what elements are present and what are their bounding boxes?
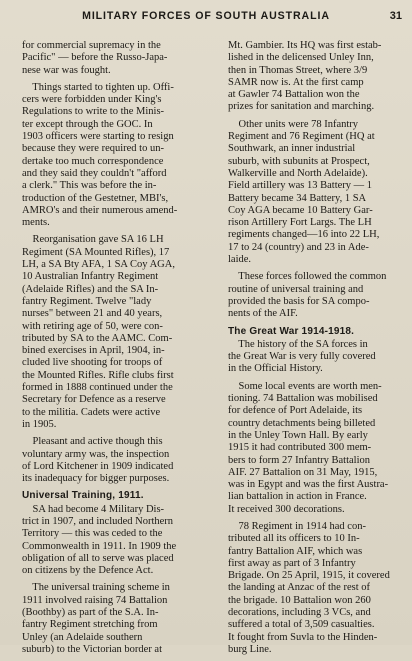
text-line: then in Thomas Street, where 3/9 xyxy=(228,64,368,76)
right-column xyxy=(228,40,407,661)
text-line: in the Unley Town Hall. By early xyxy=(228,429,368,441)
text-line: (Adelaide Rifles) and the SA In- xyxy=(22,283,159,295)
text-line: Coy AGA became 10 Battery Gar- xyxy=(228,204,373,216)
text-line: lian battalion in action in France. xyxy=(228,491,367,503)
text-line: for defence of Port Adelaide, its xyxy=(228,405,363,417)
text-line: burg Line. xyxy=(228,643,272,655)
text-line: prizes for sanitation and marching. xyxy=(228,101,375,113)
text-line: rison Artillery Fort Largs. The LH xyxy=(228,217,372,229)
text-line: formed in 1888 continued under the xyxy=(22,382,173,394)
text-line: These forces followed the common xyxy=(228,271,387,283)
section-heading: The Great War 1914-1918. xyxy=(228,325,355,337)
paragraph xyxy=(228,339,407,376)
text-line: The universal training scheme in xyxy=(22,582,170,594)
text-line: fantry Battalion AIF, which was xyxy=(228,545,363,557)
text-line: on citizens by the Defence Act. xyxy=(22,565,154,577)
text-line: fantry Regiment. Twelve "lady xyxy=(22,295,152,307)
paragraph xyxy=(228,521,407,656)
text-line: ter except through the GOC. In xyxy=(22,118,153,130)
text-line: regiments changed—16 into 22 LH, xyxy=(228,229,380,241)
running-title: MILITARY FORCES OF SOUTH AUSTRALIA xyxy=(82,10,330,22)
text-line: first away as part of 3 Infantry xyxy=(228,557,356,569)
text-line: AIF. 27 Battalion on 31 May, 1915, xyxy=(228,466,378,478)
text-line: (Boothby) as part of the S.A. In- xyxy=(22,607,159,619)
paragraph xyxy=(22,40,218,77)
text-line: obligation of all to serve was placed xyxy=(22,552,174,564)
text-line: Regulations to write to the Minis- xyxy=(22,106,165,118)
paragraph xyxy=(22,582,218,656)
text-line: at Gawler 74 Battalion won the xyxy=(228,89,360,101)
text-line: voluntary army was, the inspection xyxy=(22,448,170,460)
text-line: its inadequacy for bigger purposes. xyxy=(22,473,170,485)
text-line: nese war was fought. xyxy=(22,64,111,76)
text-line: Mt. Gambier. Its HQ was first estab- xyxy=(228,40,382,51)
text-line: tioning. 74 Battalion was mobilised xyxy=(228,393,378,405)
text-line: was in Egypt and was the first Austra- xyxy=(228,479,389,491)
text-line: routine of universal training and xyxy=(228,283,364,295)
text-line: LH, a SA Bty AFA, 1 SA Coy AGA, xyxy=(22,259,175,271)
paragraph xyxy=(22,504,218,578)
paragraph xyxy=(228,271,407,320)
text-line: Southwark, an inner industrial xyxy=(228,143,356,155)
text-line: in 1905. xyxy=(22,418,57,430)
text-line: Field artillery was 13 Battery — 1 xyxy=(228,180,373,192)
text-line: bers to form 27 Infantry Battalion xyxy=(228,454,371,466)
text-line: fantry Regiment stretching from xyxy=(22,619,158,631)
text-line: suburb, with subunits at Prospect, xyxy=(228,155,370,167)
text-line: Some local events are worth men- xyxy=(228,380,382,392)
text-line: 10 Australian Infantry Regiment xyxy=(22,271,159,283)
text-line: Battery became 34 Battery, 1 SA xyxy=(228,192,367,204)
text-line: SAMR now is. At the first camp xyxy=(228,76,364,88)
text-line: laide. xyxy=(228,254,252,266)
text-line: a clerk." This was before the in- xyxy=(22,180,157,192)
text-line: to the militia. Cadets were active xyxy=(22,406,161,418)
text-line: because they were required to un- xyxy=(22,143,164,155)
text-line: the landing at Anzac of the rest of xyxy=(228,582,370,594)
text-line: for commercial supremacy in the xyxy=(22,40,161,51)
section-heading: Universal Training, 1911. xyxy=(22,490,144,502)
page-number: 31 xyxy=(389,10,402,22)
text-line: decorations, including 3 VCs, and xyxy=(228,607,371,619)
paragraph xyxy=(228,381,407,516)
text-line: provided the basis for SA compo- xyxy=(228,295,370,307)
text-line: the brigade. 10 Battalion won 260 xyxy=(228,594,371,606)
paragraph xyxy=(228,119,407,267)
text-line: Pleasant and active though this xyxy=(22,436,163,448)
text-line: country detachments being billeted xyxy=(228,417,376,429)
text-line: the Mounted Rifles. Rifle clubs first xyxy=(22,369,174,381)
text-line: Pacific" — before the Russo-Japa- xyxy=(22,52,168,64)
text-line: AMRO's and their numerous amend- xyxy=(22,204,178,216)
text-line: tributed all its officers to 10 In- xyxy=(228,533,360,545)
paragraph xyxy=(228,40,407,114)
text-line: of Lord Kitchener in 1909 indicated xyxy=(22,460,174,472)
text-line: Other units were 78 Infantry xyxy=(228,118,359,130)
text-line: Commonwealth in 1911. In 1909 the xyxy=(22,540,177,552)
left-column xyxy=(22,40,218,661)
text-line: SA had become 4 Military Dis- xyxy=(22,503,165,515)
paragraph xyxy=(22,436,218,485)
text-line: Things started to tighten up. Offi- xyxy=(22,81,174,93)
text-line: 17 to 24 (country) and 23 in Ade- xyxy=(228,241,369,253)
text-line: tributed by SA to the AAMC. Com- xyxy=(22,332,173,344)
text-line: Territory — this was ceded to the xyxy=(22,528,163,540)
text-line: and they said they couldn't "afford xyxy=(22,167,167,179)
text-line: It fought from Suvla to the Hinden- xyxy=(228,631,378,643)
text-line: Walkerville and North Adelaide). xyxy=(228,167,368,179)
text-line: with retiring age of 50, were con- xyxy=(22,320,163,332)
text-line: bined exercises in April, 1904, in- xyxy=(22,345,165,357)
text-line: Regiment and 76 Regiment (HQ at xyxy=(228,131,375,143)
text-line: 1903 officers were starting to resign xyxy=(22,131,174,143)
text-line: dertake too much correspondence xyxy=(22,155,164,167)
text-line: Unley (an Adelaide southern xyxy=(22,631,143,643)
text-line: nents of the AIF. xyxy=(228,308,298,320)
text-line: troduction of the Gestetner, MBI's, xyxy=(22,192,169,204)
text-line: cers were forbidden under King's xyxy=(22,94,162,106)
text-line: Brigade. On 25 April, 1915, it covered xyxy=(228,570,390,582)
text-line: suffered a total of 3,509 casualties. xyxy=(228,619,375,631)
text-line: lished in the delicensed Unley Inn, xyxy=(228,52,374,64)
text-line: in the Official History. xyxy=(228,363,323,375)
text-line: It received 300 decorations. xyxy=(228,503,345,515)
text-line: ments. xyxy=(22,217,50,229)
paragraph xyxy=(22,82,218,230)
text-line: The history of the SA forces in xyxy=(228,338,368,350)
text-line: suburb) to the Victorian border at xyxy=(22,643,163,655)
text-line: cluded live shooting for troops of xyxy=(22,357,163,369)
running-header xyxy=(0,10,412,26)
text-line: the Great War is very fully covered xyxy=(228,351,376,363)
text-line: Reorganisation gave SA 16 LH xyxy=(22,234,164,246)
text-line: nurses" between 21 and 40 years, xyxy=(22,308,163,320)
text-line: 1911 involved raising 74 Battalion xyxy=(22,594,168,606)
text-line: Regiment (SA Mounted Rifles), 17 xyxy=(22,246,170,258)
text-line: 1915 it had contributed 300 mem- xyxy=(228,442,372,454)
paragraph xyxy=(22,234,218,431)
text-line: Secretary for Defence as a reserve xyxy=(22,394,166,406)
text-line: 78 Regiment in 1914 had con- xyxy=(228,520,366,532)
text-line: trict in 1907, and included Northern xyxy=(22,515,174,527)
